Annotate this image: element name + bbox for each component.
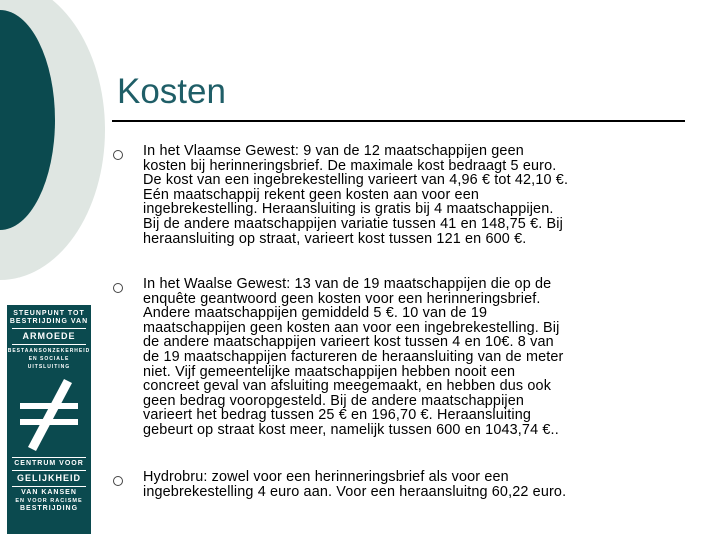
logo-text: CENTRUM VOOR: [14, 460, 84, 467]
logo-text: BESTAANSONZEKERHEID: [7, 348, 91, 354]
organization-logo: [7, 305, 91, 534]
logo-divider: [12, 470, 86, 471]
logo-text: BESTRIJDING VAN: [9, 318, 89, 325]
logo-text: EN VOOR RACISME: [15, 498, 83, 504]
title-underline: [112, 120, 685, 122]
logo-text: BESTRIJDING: [19, 505, 79, 512]
equals-slash-logo-icon: [14, 375, 84, 453]
logo-text: GELIJKHEID: [16, 473, 81, 483]
bullet-text: In het Waalse Gewest: 13 van de 19 maatschappijen die op de enquête geantwoord geen kosten voor een herinneringsbrief. Andere maatschappijen gemiddeld 5 €. 10 van de 19 maatschappijen geen kosten aan voor een ingebrekestelling. Bij de andere maatschappijen varieert kost tussen 4 en 10€. 8 van de 19 maatschappijen factureren de heraansluiting van de meter niet. Vijf gemeentelijke maatschappijen hebben nooit een concreet geval van afsluiting meegemaakt, en hebben dus ook geen bedrag vooropgesteld. Bij de andere maatschappijen varieert het bedrag tussen 25 € en 196,70 €. Heraansluiting gebeurt op straat kost meer, namelijk tussen 600 en 1043,74 €..: [143, 276, 564, 438]
bullet-circle-icon: [113, 476, 123, 486]
logo-divider: [12, 328, 86, 329]
logo-divider: [12, 486, 86, 487]
slide-title: Kosten: [117, 72, 226, 111]
bullet-circle-icon: [113, 283, 123, 293]
bullet-text: In het Vlaamse Gewest: 9 van de 12 maatschappijen geen kosten bij herinneringsbrief. De maximale kost bedraagt 5 euro. De kost van een ingebrekestelling varieert van 4,96 € tot 42,10 €. Eén maatschappij rekent geen kosten aan voor een ingebrekestelling. Heraansluiting is gratis bij 4 maatschappijen. Bij de andere maatschappijen variatie tussen 41 en 148,75 €. Bij heraansluiting op straat, varieert kost tussen 121 en 600 €.: [143, 143, 569, 247]
logo-text: ARMOEDE: [22, 331, 76, 341]
logo-text: VAN KANSEN: [21, 489, 77, 496]
logo-divider: [12, 344, 86, 345]
bullet-circle-icon: [113, 150, 123, 160]
bullet-text: Hydrobru: zowel voor een herinneringsbrief als voor een ingebrekestelling 4 euro aan. Voor een heraansluitng 60,22 euro.: [143, 469, 567, 500]
logo-text: STEUNPUNT TOT: [13, 310, 85, 317]
decorative-corner-shape: [0, 0, 120, 300]
logo-divider: [12, 457, 86, 458]
logo-text: EN SOCIALE UITSLUITING: [27, 356, 71, 370]
